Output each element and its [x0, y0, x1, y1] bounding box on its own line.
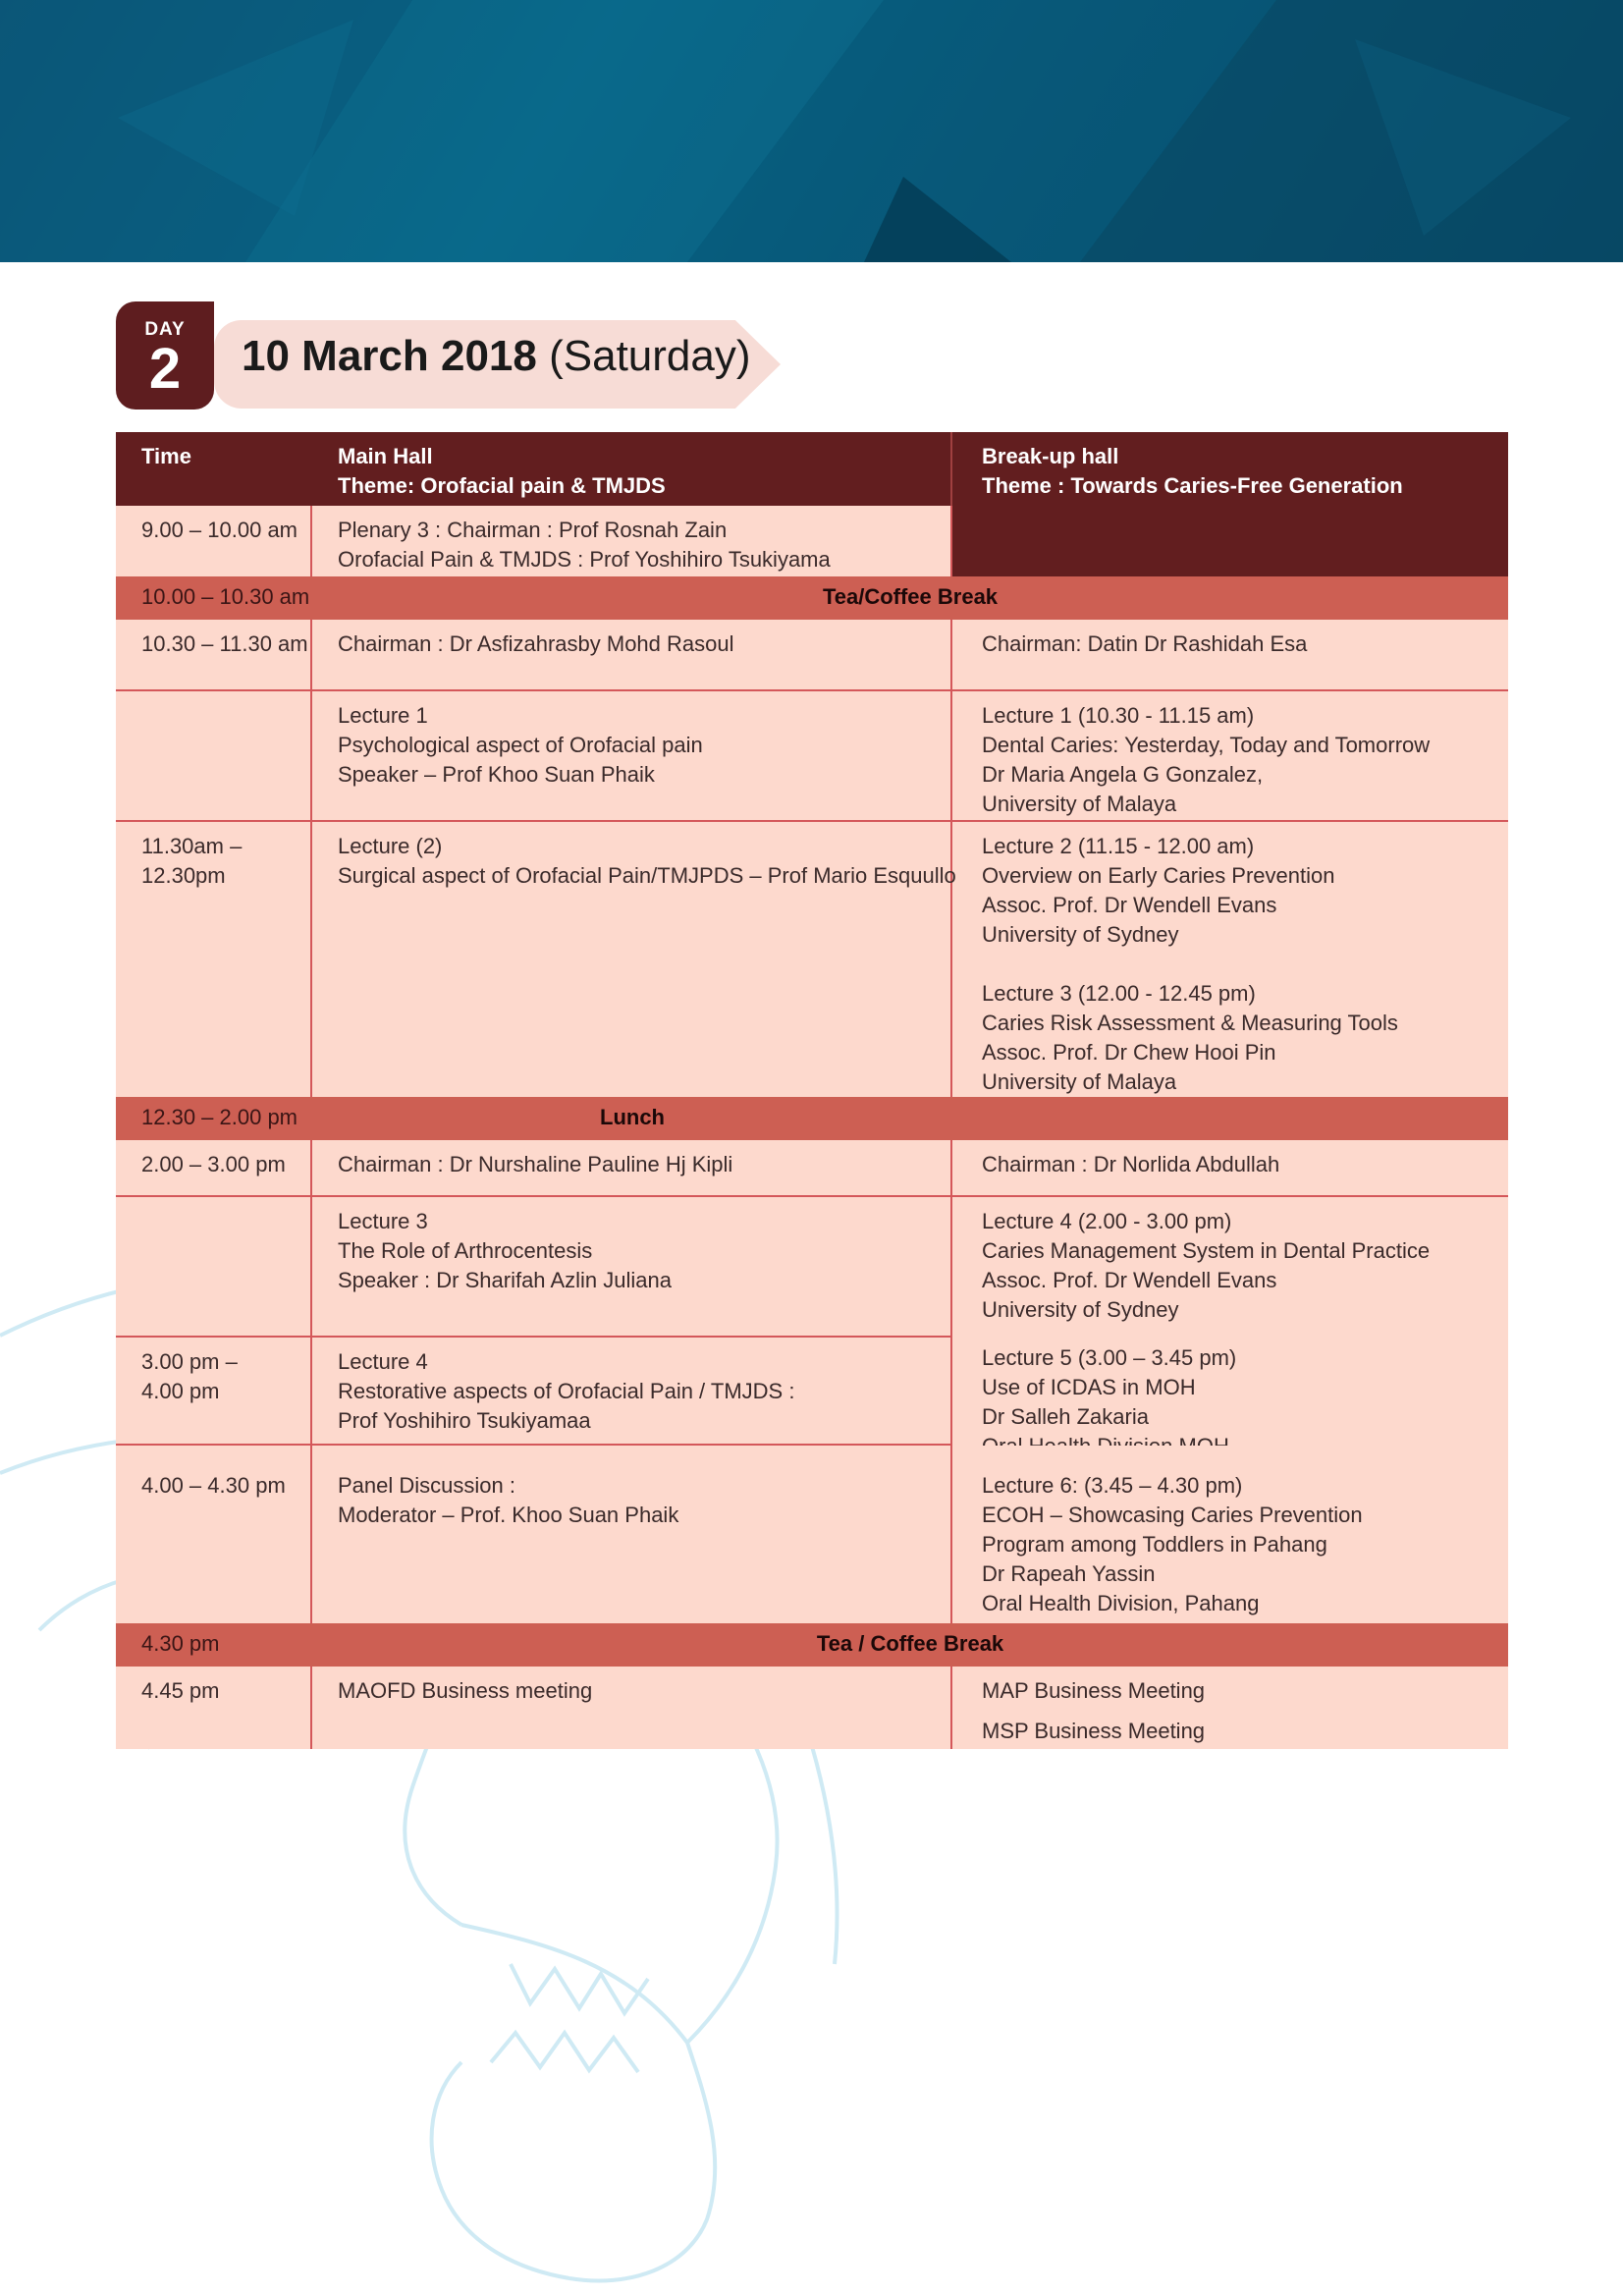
cell-line: Lecture 6: (3.45 – 4.30 pm): [982, 1473, 1243, 1498]
break-bar: [116, 1623, 1508, 1667]
time-cell: 4.00 – 4.30 pm: [116, 1446, 312, 1623]
time-cell: 2.00 – 3.00 pm: [116, 1140, 312, 1195]
cell-line: Oral Health Division, Pahang: [982, 1591, 1260, 1615]
break-hall-cell: [952, 1140, 1508, 1195]
main-hall-cell: [312, 1197, 952, 1338]
cell-line: Assoc. Prof. Dr Wendell Evans: [982, 893, 1277, 917]
time-cell: [116, 1338, 312, 1446]
cell-line: Overview on Early Caries Prevention: [982, 863, 1335, 888]
cell-line: University of Sydney: [982, 1297, 1179, 1322]
table-row: [116, 1197, 1508, 1338]
time-cell: [116, 1197, 312, 1338]
cell-line: Program among Toddlers in Pahang: [982, 1532, 1327, 1557]
cell-line: Prof Yoshihiro Tsukiyamaa: [338, 1408, 591, 1433]
time-cell: 9.00 – 10.00 am: [116, 506, 312, 576]
cell-line: Lecture 4: [338, 1349, 428, 1374]
header-time: Time: [141, 444, 191, 468]
cell-line: Use of ICDAS in MOH: [982, 1375, 1196, 1399]
banner-polygons: [0, 0, 1623, 262]
time-cell: 4.45 pm: [116, 1667, 312, 1749]
cell-line: University of Malaya: [982, 792, 1177, 816]
break-hall-cell: [952, 620, 1508, 689]
time-cell: 10.30 – 11.30 am: [116, 620, 312, 689]
cell-line: Lecture 1: [338, 703, 428, 728]
break-label: Tea/Coffee Break: [822, 584, 999, 609]
header-break-hall: [952, 432, 1508, 506]
break-time: 4.30 pm: [141, 1631, 220, 1656]
main-hall-cell: [312, 822, 956, 1097]
cell-line: Lecture 4 (2.00 - 3.00 pm): [982, 1209, 1232, 1233]
break-hall-cell: [952, 1197, 1508, 1338]
table-row: [116, 1338, 1508, 1446]
time-cell: [116, 691, 312, 820]
break-hall-cell: [952, 1446, 1508, 1623]
cell-line: Surgical aspect of Orofacial Pain/TMJPDS – Prof Mario Esquullo: [338, 863, 956, 888]
top-banner: [0, 0, 1623, 262]
schedule-table: [116, 432, 1508, 1749]
break-label: Tea / Coffee Break: [816, 1631, 1004, 1656]
cell-line: University of Malaya: [982, 1069, 1177, 1094]
day-number: 2: [148, 337, 182, 401]
break-hall-cell-empty: [952, 506, 1508, 576]
main-hall-cell: [312, 1446, 952, 1623]
cell-line: MAOFD Business meeting: [338, 1678, 593, 1703]
table-row: [116, 1446, 1508, 1623]
time-cell: [116, 822, 312, 1097]
cell-line: Panel Discussion :: [338, 1473, 515, 1498]
cell-line: MAP Business Meeting: [982, 1678, 1206, 1703]
main-hall-cell: [312, 620, 952, 689]
cell-line: Plenary 3 : Chairman : Prof Rosnah Zain: [338, 518, 728, 542]
cell-spacer: [982, 950, 1500, 979]
cell-line: Restorative aspects of Orofacial Pain / TMJDS :: [338, 1379, 795, 1403]
table-header-row: [116, 432, 1508, 506]
cell-line: Assoc. Prof. Dr Chew Hooi Pin: [982, 1040, 1276, 1065]
cell-line: Lecture 3 (12.00 - 12.45 pm): [982, 981, 1256, 1006]
cell-line: Speaker : Dr Sharifah Azlin Juliana: [338, 1268, 672, 1292]
cell-line: The Role of Arthrocentesis: [338, 1238, 593, 1263]
main-hall-title: Main Hall: [338, 444, 433, 468]
cell-line: Chairman : Dr Norlida Abdullah: [982, 1152, 1280, 1176]
cell-line: University of Sydney: [982, 922, 1179, 947]
cell-line: ECOH – Showcasing Caries Prevention: [982, 1503, 1363, 1527]
break-time: 10.00 – 10.30 am: [141, 584, 310, 609]
table-row: [116, 620, 1508, 691]
cell-line: Lecture 2 (11.15 - 12.00 am): [982, 834, 1255, 858]
table-row: [116, 822, 1508, 1097]
cell-line: Dr Maria Angela G Gonzalez,: [982, 762, 1264, 787]
table-row: [116, 691, 1508, 822]
main-hall-cell: [312, 691, 952, 820]
date-heading: [242, 332, 751, 381]
break-label: Lunch: [600, 1105, 665, 1129]
cell-line: Lecture 3: [338, 1209, 428, 1233]
cell-line: Assoc. Prof. Dr Wendell Evans: [982, 1268, 1277, 1292]
day-label: DAY: [144, 319, 186, 340]
table-row: [116, 506, 1508, 576]
cell-line: 11.30am –: [141, 834, 243, 858]
cell-line: Psychological aspect of Orofacial pain: [338, 733, 703, 757]
cell-line: Moderator – Prof. Khoo Suan Phaik: [338, 1503, 679, 1527]
table-row: [116, 1667, 1508, 1749]
cell-line: Dr Salleh Zakaria: [982, 1404, 1149, 1429]
cell-line: Caries Management System in Dental Practice: [982, 1238, 1431, 1263]
cell-line: 3.00 pm –: [141, 1349, 238, 1374]
main-hall-cell: [312, 1667, 952, 1749]
break-bar: [116, 1097, 1508, 1140]
break-hall-cell: [952, 822, 1508, 1097]
cell-line: Speaker – Prof Khoo Suan Phaik: [338, 762, 655, 787]
cell-line: Lecture 5 (3.00 – 3.45 pm): [982, 1345, 1237, 1370]
cell-line: 4.00 pm: [141, 1379, 220, 1403]
main-hall-cell: [312, 1140, 952, 1195]
table-row: [116, 1140, 1508, 1197]
cell-line: Chairman : Dr Nurshaline Pauline Hj Kipli: [338, 1152, 733, 1176]
break-hall-theme: Theme : Towards Caries-Free Generation: [982, 473, 1403, 498]
cell-line: Caries Risk Assessment & Measuring Tools: [982, 1011, 1398, 1035]
break-hall-cell: [952, 691, 1508, 820]
cell-line: MSP Business Meeting: [982, 1719, 1206, 1743]
cell-line: Lecture (2): [338, 834, 443, 858]
break-hall-title: Break-up hall: [982, 444, 1119, 468]
break-bar: [116, 576, 1508, 620]
cell-line: Chairman : Dr Asfizahrasby Mohd Rasoul: [338, 631, 734, 656]
cell-line: Dr Rapeah Yassin: [982, 1561, 1156, 1586]
cell-line: Lecture 1 (10.30 - 11.15 am): [982, 703, 1255, 728]
cell-line: Chairman: Datin Dr Rashidah Esa: [982, 631, 1308, 656]
break-time: 12.30 – 2.00 pm: [141, 1105, 298, 1129]
date-weekday: (Saturday): [549, 332, 751, 380]
main-hall-theme: Theme: Orofacial pain & TMJDS: [338, 473, 666, 498]
date-main: 10 March 2018: [242, 332, 537, 380]
header-main-hall: [312, 432, 952, 506]
day-badge: [116, 301, 214, 410]
cell-line: Dental Caries: Yesterday, Today and Tomorrow: [982, 733, 1431, 757]
main-hall-cell: [312, 506, 952, 576]
cell-line: Orofacial Pain & TMJDS : Prof Yoshihiro Tsukiyama: [338, 547, 831, 572]
cell-line: 12.30pm: [141, 863, 226, 888]
break-hall-cell: [952, 1338, 1508, 1446]
break-hall-cell: [952, 1667, 1508, 1749]
main-hall-cell: [312, 1338, 952, 1446]
